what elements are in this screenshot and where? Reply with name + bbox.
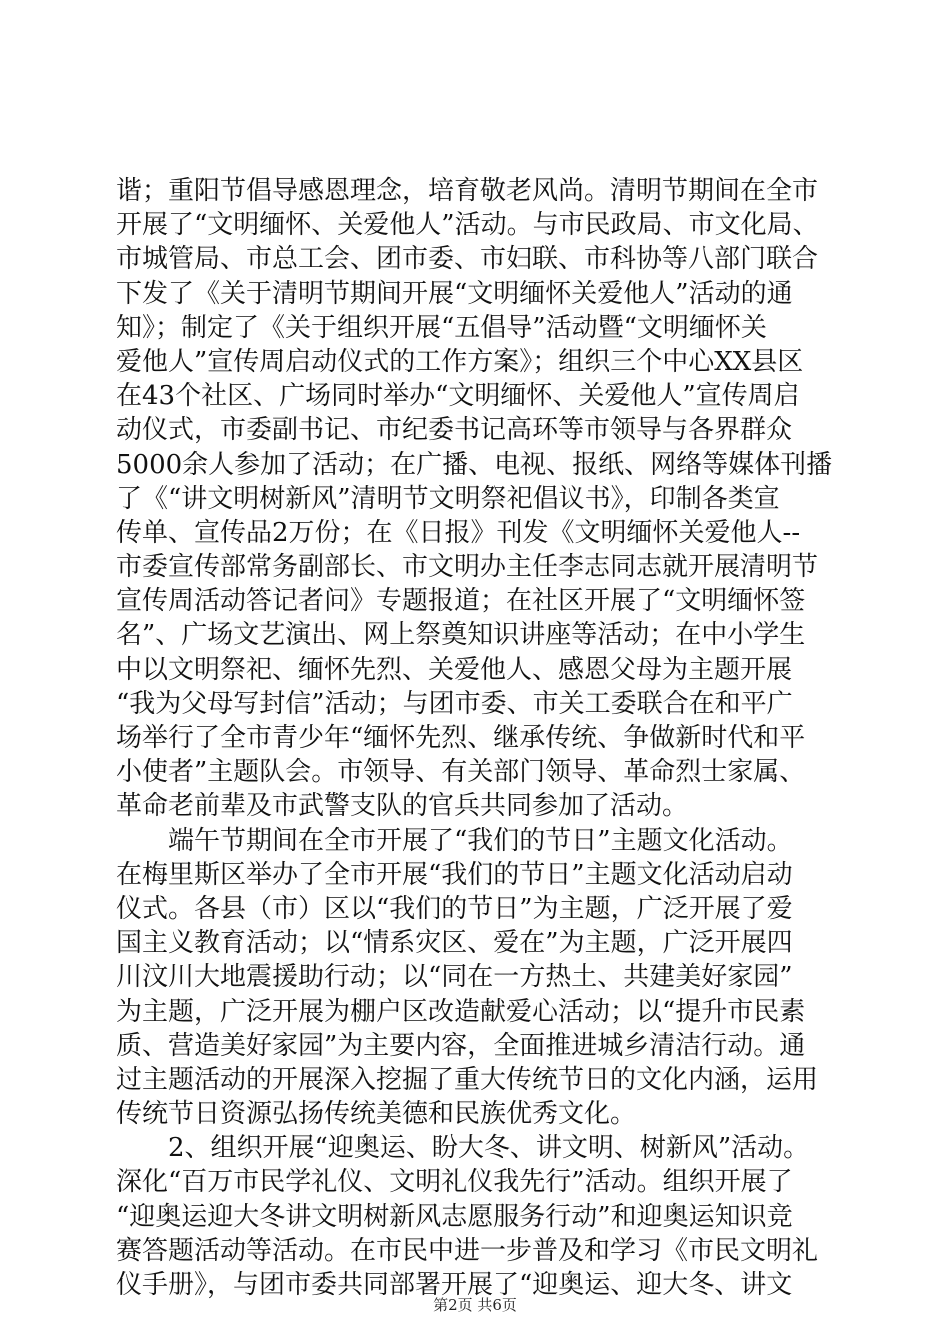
text-line: 动仪式，市委副书记、市纪委书记高环等市领导与各界群众 [116, 415, 793, 446]
text-line: 宣传周活动答记者问》专题报道；在社区开展了“文明缅怀签 [116, 586, 806, 617]
text-line: 赛答题活动等活动。在市民中进一步普及和学习《市民文明礼 [116, 1235, 819, 1266]
text-line: 名”、广场文艺演出、网上祭奠知识讲座等活动；在中小学生 [116, 620, 806, 651]
text-line: 过主题活动的开展深入挖掘了重大传统节日的文化内涵，运用 [116, 1064, 819, 1095]
page-number: 第2页 共6页 [433, 1296, 517, 1314]
text-line: 小使者”主题队会。市领导、有关部门领导、革命烈士家属、 [116, 757, 806, 788]
page-footer [0, 1295, 950, 1315]
text-line: 深化“百万市民学礼仪、文明礼仪我先行”活动。组织开展了 [116, 1167, 793, 1198]
text-line: 2、组织开展“迎奥运、盼大冬、讲文明、树新风”活动。 [116, 1133, 810, 1164]
text-line: 中以文明祭祀、缅怀先烈、关爱他人、感恩父母为主题开展 [116, 654, 793, 685]
text-line: 场举行了全市青少年“缅怀先烈、继承传统、争做新时代和平 [116, 723, 806, 753]
text-line: 知》；制定了《关于组织开展“五倡导”活动暨“文明缅怀关 [116, 312, 767, 343]
text-line: “迎奥运迎大冬讲文明树新风志愿服务行动”和迎奥运知识竞 [116, 1201, 793, 1232]
text-line: 为主题，广泛开展为棚户区改造献爱心活动；以“提升市民素 [116, 996, 806, 1027]
text-line: 在梅里斯区举办了全市开展“我们的节日”主题文化活动启动 [116, 859, 793, 890]
text-line: 市委宣传部常务副部长、市文明办主任李志同志就开展清明节 [116, 552, 819, 583]
text-line: “我为父母写封信”活动；与团市委、市关工委联合在和平广 [116, 688, 793, 719]
text-line: 仪式。各县（市）区以“我们的节日”为主题，广泛开展了爱 [116, 893, 793, 924]
text-line: 谐；重阳节倡导感恩理念，培育敬老风尚。清明节期间在全市 [116, 176, 819, 206]
text-line: 了《“讲文明树新风”清明节文明祭祀倡议书》，印制各类宣 [116, 483, 780, 514]
text-line: 市城管局、市总工会、团市委、市妇联、市科协等八部门联合 [116, 244, 819, 275]
text-line: 仪手册》，与团市委共同部署开展了“迎奥运、迎大冬、讲文 [116, 1270, 793, 1300]
text-line: 开展了“文明缅怀、关爱他人”活动。与市民政局、市文化局、 [116, 210, 819, 241]
body-text [116, 174, 836, 1302]
text-line: 革命老前辈及市武警支队的官兵共同参加了活动。 [116, 791, 689, 822]
text-line: 传单、宣传品2万份；在《日报》刊发《文明缅怀关爱他人-- [116, 517, 801, 548]
text-line: 端午节期间在全市开展了“我们的节日”主题文化活动。 [116, 825, 793, 856]
text-line: 下发了《关于清明节期间开展“文明缅怀关爱他人”活动的通 [116, 278, 793, 309]
text-line: 质、营造美好家园”为主要内容，全面推进城乡清洁行动。通 [116, 1030, 806, 1061]
text-line: 传统节日资源弘扬传统美德和民族优秀文化。 [116, 1099, 637, 1130]
text-line: 5000余人参加了活动；在广播、电视、报纸、网络等媒体刊播 [116, 449, 833, 480]
text-line: 国主义教育活动；以“情系灾区、爱在”为主题，广泛开展四 [116, 928, 793, 959]
text-line: 川汶川大地震援助行动；以“同在一方热土、共建美好家园” [116, 962, 793, 993]
text-line: 在43个社区、广场同时举办“文明缅怀、关爱他人”宣传周启 [116, 381, 800, 412]
text-line: 爱他人”宣传周启动仪式的工作方案》；组织三个中心XX县区 [116, 346, 804, 377]
